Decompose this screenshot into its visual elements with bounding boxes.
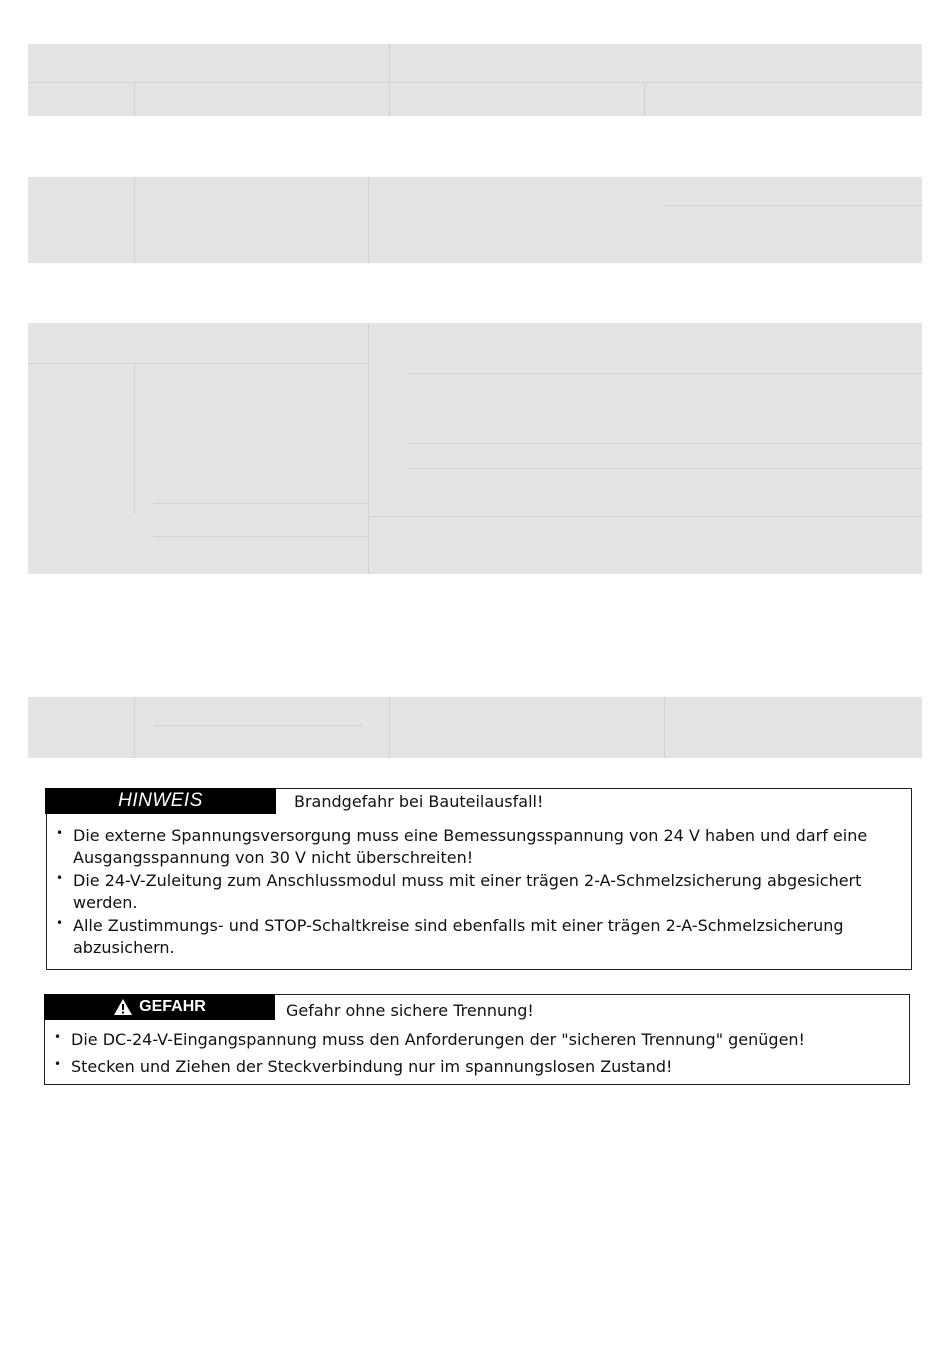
bullet-icon: • <box>54 1057 62 1071</box>
hinweis-title: Brandgefahr bei Bauteilausfall! <box>294 792 544 811</box>
gefahr-header <box>45 995 909 1021</box>
list-item: • Stecken und Ziehen der Steckverbindung nur im spannungslosen Zustand! <box>71 1056 899 1078</box>
table-block-4 <box>28 697 922 758</box>
gefahr-title: Gefahr ohne sichere Trennung! <box>286 1001 534 1020</box>
bullet-icon: • <box>56 871 64 885</box>
hinweis-label <box>45 788 276 814</box>
table-block-1 <box>28 44 922 116</box>
bullet-icon: • <box>54 1030 62 1044</box>
table-block-2 <box>28 177 922 263</box>
warning-triangle-icon <box>113 998 133 1016</box>
list-item: • Die 24-V-Zuleitung zum Anschlussmodul muss mit einer trägen 2-A-Schmelzsicherung abgesichert werden. <box>73 870 901 914</box>
hinweis-notice <box>46 788 912 970</box>
bullet-icon: • <box>56 826 64 840</box>
gefahr-label-text: GEFAHR <box>139 998 206 1015</box>
table-block-3 <box>28 323 922 574</box>
list-item: • Die DC-24-V-Eingangspannung muss den Anforderungen der "sicheren Trennung" genügen! <box>71 1029 899 1051</box>
list-item: • Die externe Spannungsversorgung muss eine Bemessungsspannung von 24 V haben und darf eine Ausgangsspannung von 30 V nicht überschreiten! <box>73 825 901 869</box>
gefahr-list <box>45 1021 909 1083</box>
hinweis-label-text: HINWEIS <box>118 790 203 811</box>
hinweis-list <box>47 815 911 964</box>
list-item: • Alle Zustimmungs- und STOP-Schaltkreise sind ebenfalls mit einer trägen 2-A-Schmelzsicherung abzusichern. <box>73 915 901 959</box>
hinweis-header <box>47 789 911 815</box>
gefahr-label <box>44 994 275 1020</box>
bullet-icon: • <box>56 916 64 930</box>
gefahr-notice <box>44 994 910 1085</box>
